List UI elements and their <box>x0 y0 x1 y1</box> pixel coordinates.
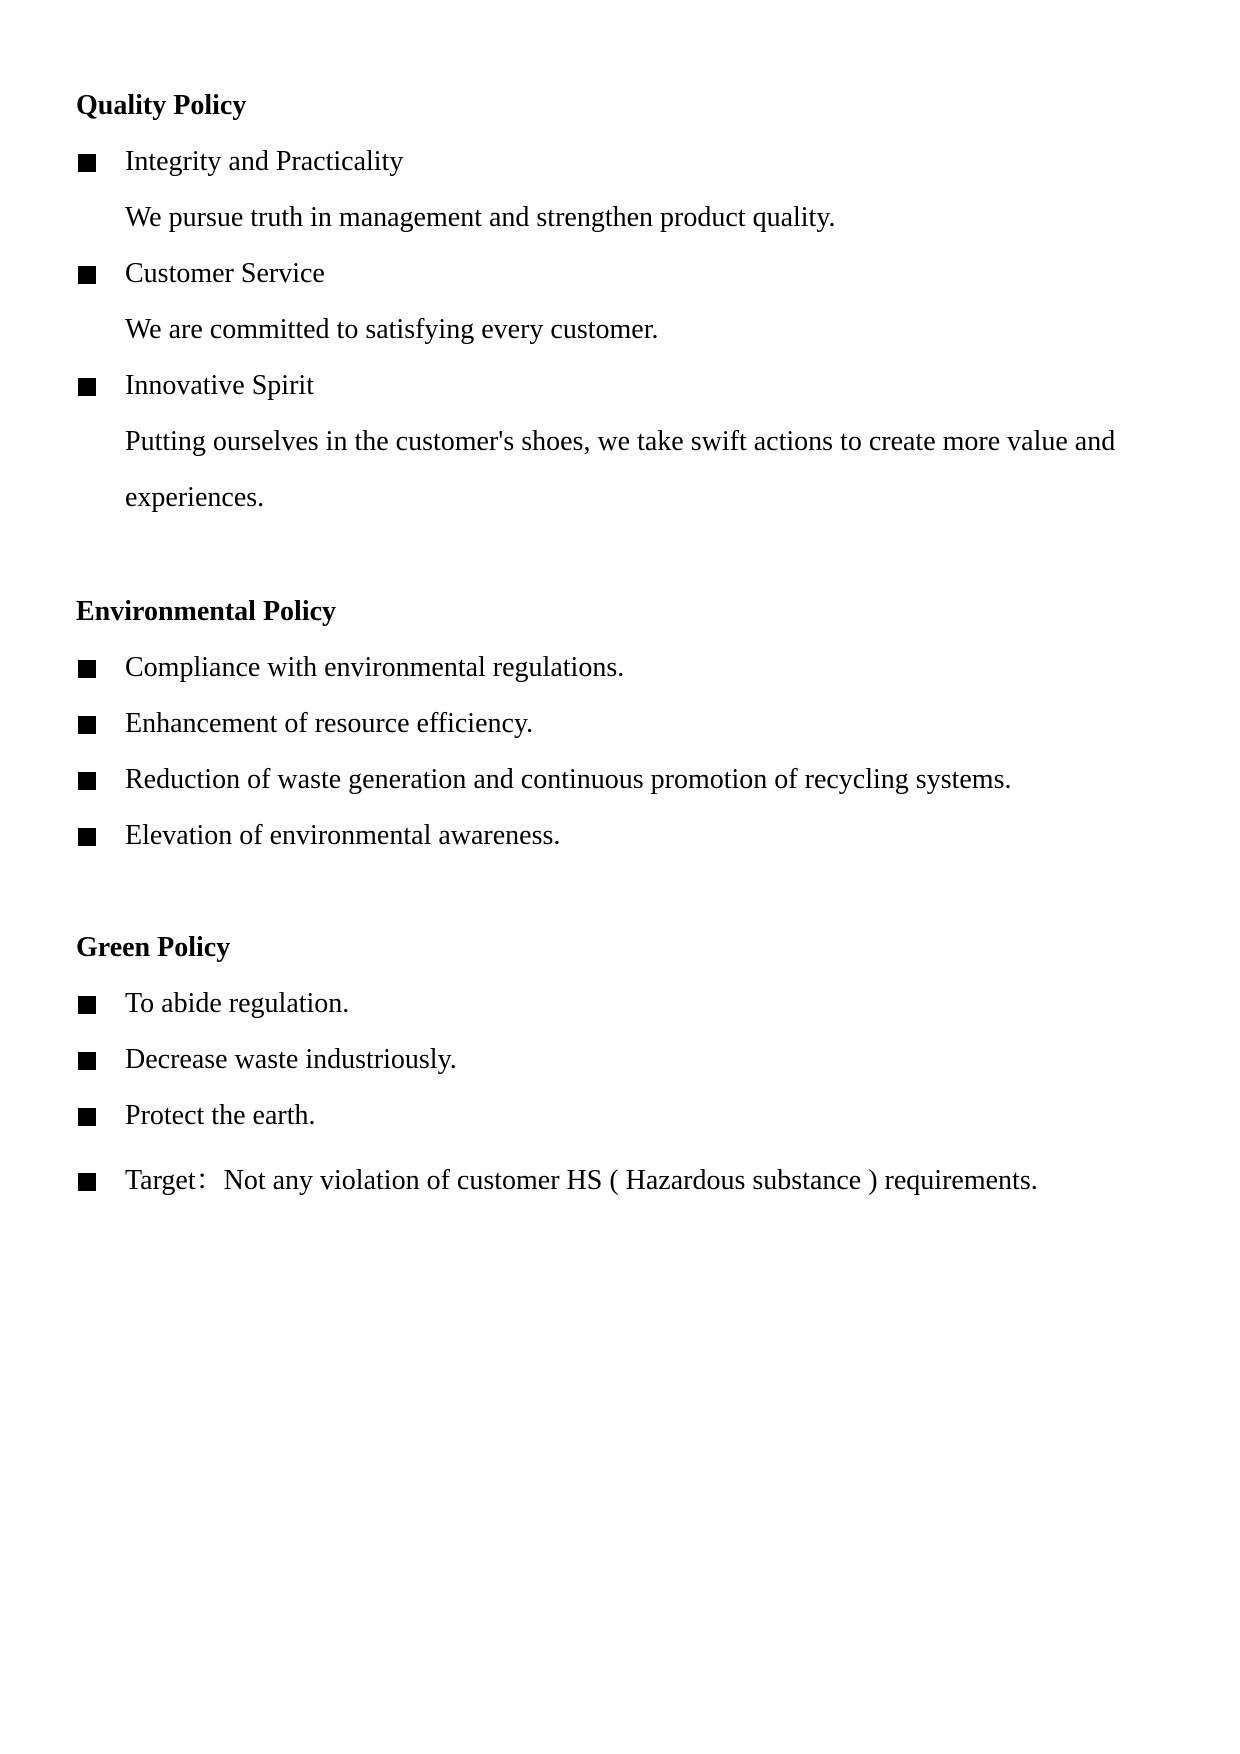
quality-item-title: Customer Service <box>125 258 325 289</box>
green-item-regulation <box>76 976 1176 1032</box>
environmental-item-compliance <box>76 640 1176 696</box>
green-item-target <box>76 1153 1176 1209</box>
black-square-bullet-icon <box>78 154 96 172</box>
quality-item-innovative-spirit <box>76 358 1176 526</box>
green-policy-list <box>76 976 1176 1209</box>
environmental-item-resource-efficiency <box>76 696 1176 752</box>
environmental-item-text: Reduction of waste generation and continuous promotion of recycling systems. <box>125 764 1012 795</box>
quality-item-description: Putting ourselves in the customer's shoes, we take swift actions to create more value and experiences. <box>125 426 1116 513</box>
green-item-protect-earth <box>76 1088 1176 1144</box>
black-square-bullet-icon <box>78 1173 96 1191</box>
green-item-text: Decrease waste industriously. <box>125 1044 457 1075</box>
environmental-item-text: Compliance with environmental regulations. <box>125 652 625 683</box>
green-item-decrease-waste <box>76 1032 1176 1088</box>
green-item-text: Protect the earth. <box>125 1100 316 1131</box>
quality-item-integrity <box>76 134 1176 246</box>
black-square-bullet-icon <box>78 828 96 846</box>
quality-policy-list <box>76 134 1176 526</box>
black-square-bullet-icon <box>78 716 96 734</box>
green-policy-section <box>76 920 1176 1209</box>
environmental-policy-list <box>76 640 1176 864</box>
black-square-bullet-icon <box>78 996 96 1014</box>
black-square-bullet-icon <box>78 1108 96 1126</box>
quality-item-title: Integrity and Practicality <box>125 146 404 177</box>
environmental-policy-section <box>76 584 1176 864</box>
black-square-bullet-icon <box>78 266 96 284</box>
environmental-item-waste-reduction <box>76 752 1176 808</box>
green-policy-heading: Green Policy <box>76 932 231 963</box>
quality-item-customer-service <box>76 246 1176 358</box>
green-target-text: Target：Not any violation of customer HS ( Hazardous substance ) requirements. <box>125 1165 1038 1196</box>
black-square-bullet-icon <box>78 772 96 790</box>
green-item-text: To abide regulation. <box>125 988 350 1019</box>
environmental-item-awareness <box>76 808 1176 864</box>
black-square-bullet-icon <box>78 660 96 678</box>
quality-item-description: We pursue truth in management and strengthen product quality. <box>125 202 836 233</box>
environmental-policy-heading: Environmental Policy <box>76 596 337 627</box>
quality-item-title: Innovative Spirit <box>125 370 314 401</box>
environmental-item-text: Elevation of environmental awareness. <box>125 820 561 851</box>
black-square-bullet-icon <box>78 1052 96 1070</box>
quality-item-description: We are committed to satisfying every customer. <box>125 314 659 345</box>
environmental-item-text: Enhancement of resource efficiency. <box>125 708 534 739</box>
quality-policy-section <box>76 78 1176 526</box>
quality-policy-heading: Quality Policy <box>76 90 247 121</box>
black-square-bullet-icon <box>78 378 96 396</box>
